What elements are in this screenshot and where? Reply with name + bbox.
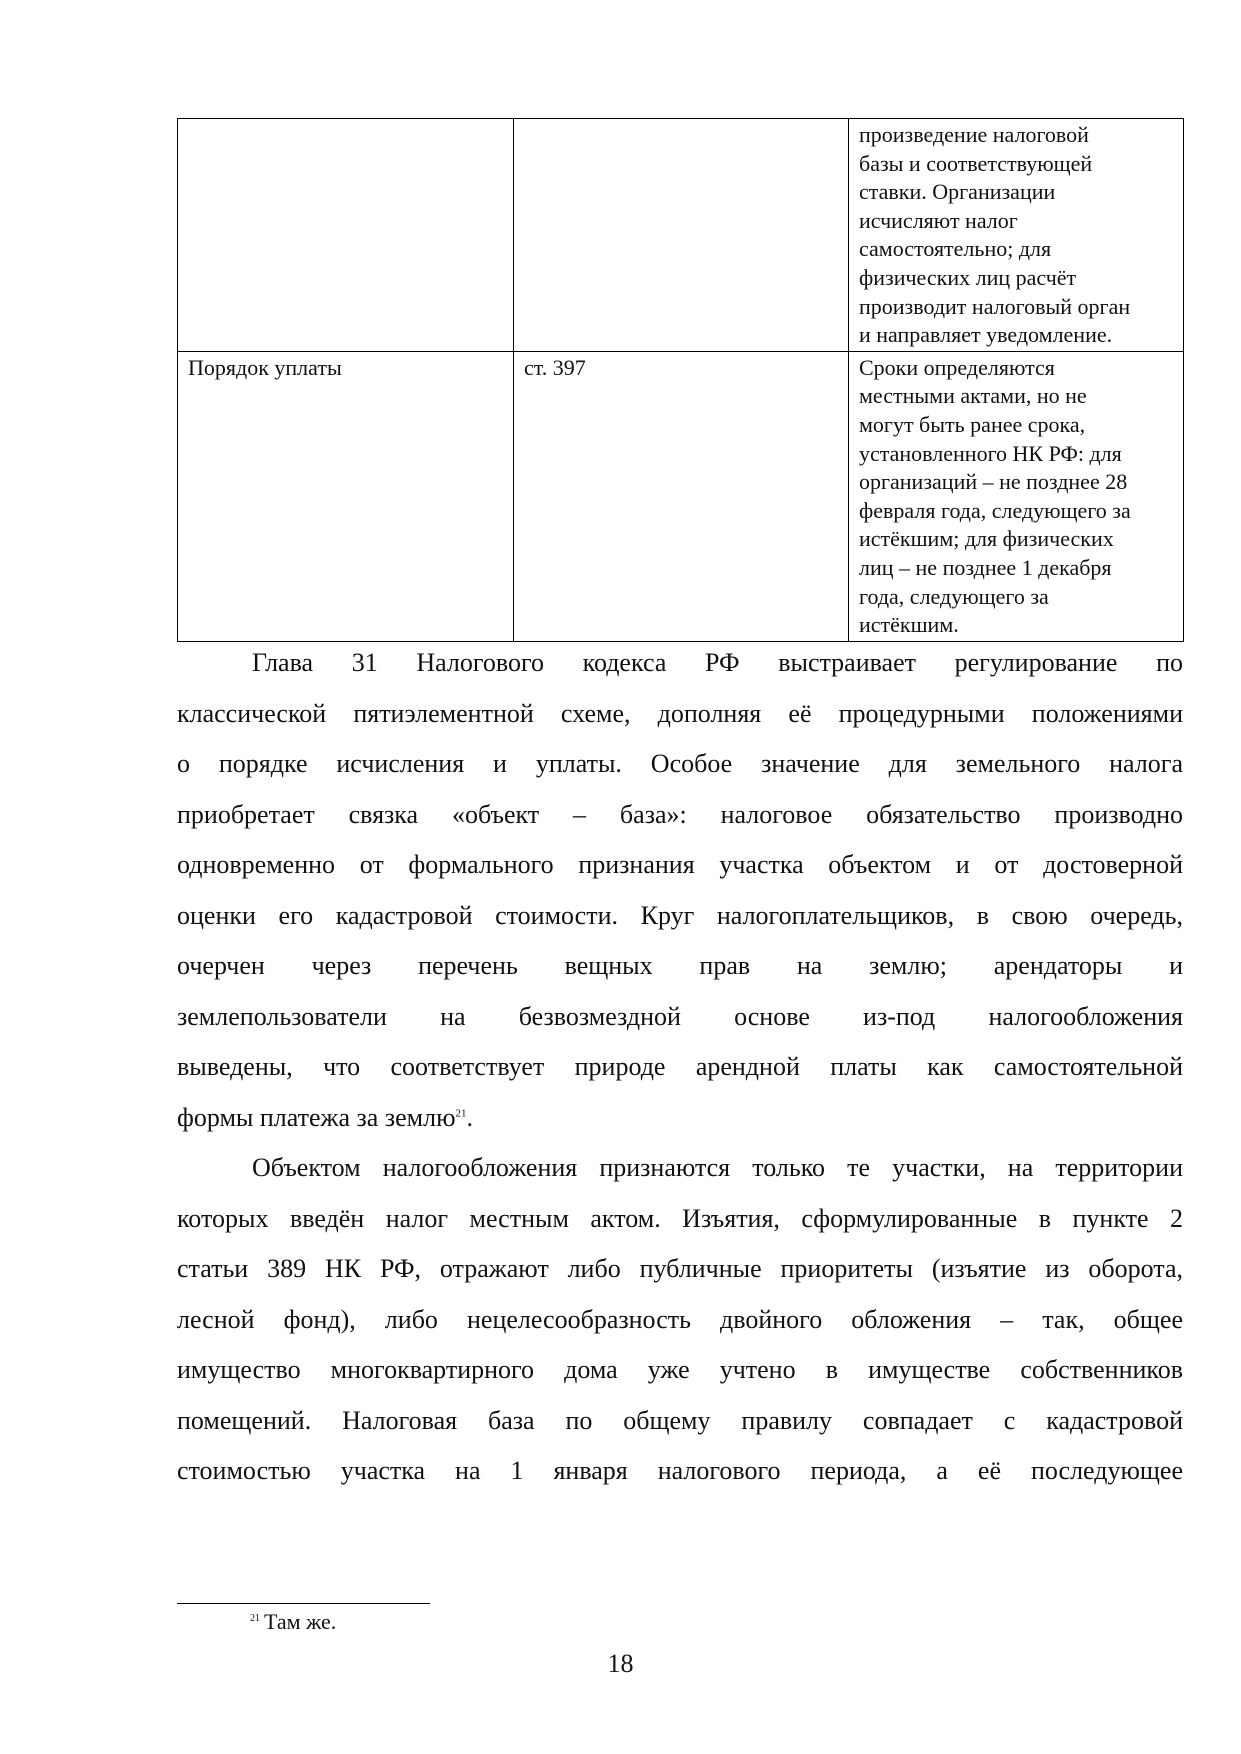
text-fragment: формы платежа за землю — [177, 1102, 456, 1132]
text-line: о порядке исчисления и уплаты. Особое значение для земельного налога — [177, 749, 1183, 778]
tax-elements-table — [177, 118, 1184, 642]
footnote — [250, 1608, 336, 1636]
text-line — [177, 1093, 1183, 1144]
text-line: Объектом налогообложения признаются только те участки, на территории — [252, 1153, 1183, 1182]
body-text — [177, 638, 1183, 1497]
table-cell-line: самостоятельно; для — [859, 236, 1052, 262]
table-cell-line: ставки. Организации — [859, 179, 1056, 205]
text-line: землепользователи на безвозмездной основе из-под налогообложения — [177, 1001, 1183, 1031]
table-cell-line: и направляет уведомление. — [859, 322, 1113, 348]
text-line: статьи 389 НК РФ, отражают либо публичные приоритеты (изъятие из оборота, — [177, 1254, 1183, 1283]
footnote-text: Там же. — [264, 1609, 337, 1634]
footnote-reference[interactable]: 21 — [455, 1106, 467, 1119]
footnote-number: 21 — [250, 1612, 260, 1624]
text-line: имущество многоквартирного дома уже учтено в имуществе собственников — [177, 1355, 1183, 1384]
table-cell-line: истёкшим. — [859, 612, 959, 638]
table-cell-line: лиц – не позднее 1 декабря — [859, 554, 1112, 580]
table-cell-line: произведение налоговой — [859, 122, 1089, 147]
text-line: стоимостью участка на 1 января налогового периода, а её последующее — [177, 1456, 1183, 1485]
table-cell-line: года, следующего за — [859, 583, 1049, 609]
text-line: одновременно от формального признания участка объектом и от достоверной — [177, 850, 1183, 879]
table-cell-line: базы и соответствующей — [859, 150, 1093, 176]
text-line: Глава 31 Налогового кодекса РФ выстраивает регулирование по — [252, 648, 1183, 677]
paragraph — [177, 638, 1183, 1143]
table-cell-line: физических лиц расчёт — [859, 264, 1077, 290]
footnote-separator — [177, 1603, 430, 1604]
table-cell-line: могут быть ранее срока, — [859, 411, 1086, 437]
text-line: оценки его кадастровой стоимости. Круг налогоплательщиков, в свою очередь, — [177, 900, 1183, 930]
table-cell-line: производит налоговый орган — [859, 293, 1131, 319]
paragraph — [177, 1143, 1183, 1497]
text-line: помещений. Налоговая база по общему правилу совпадает с кадастровой — [177, 1405, 1183, 1435]
table-cell-article — [514, 119, 849, 352]
table-row — [178, 119, 1184, 352]
table-cell-element: Порядок уплаты — [178, 351, 514, 641]
table-cell-line: исчисляют налог — [859, 207, 1018, 233]
text-line: выведены, что соответствует природе арендной платы как самостоятельной — [177, 1052, 1183, 1081]
table-cell-article: ст. 397 — [514, 351, 849, 641]
table-cell-line: местными актами, но не — [859, 383, 1087, 409]
text-line: которых введён налог местным актом. Изъятия, сформулированные в пункте 2 — [177, 1203, 1183, 1233]
text-line: очерчен через перечень вещных прав на землю; арендаторы и — [177, 951, 1183, 980]
table-row — [178, 351, 1184, 641]
text-line: классической пятиэлементной схеме, дополняя её процедурными положениями — [177, 698, 1183, 728]
text-line: приобретает связка «объект – база»: налоговое обязательство производно — [177, 799, 1183, 829]
table-cell-line: установленного НК РФ: для — [859, 440, 1122, 466]
text-fragment: . — [466, 1102, 474, 1132]
table-cell-line: истёкшим; для физических — [859, 526, 1114, 552]
page-number: 18 — [607, 1649, 634, 1678]
table-cell-description — [849, 119, 1184, 352]
table-cell-description — [849, 351, 1184, 641]
text-line: лесной фонд), либо нецелесообразность двойного обложения – так, общее — [177, 1304, 1183, 1334]
table-cell-line: организаций – не позднее 28 — [859, 469, 1128, 495]
table-cell-line: февраля года, следующего за — [859, 497, 1131, 523]
table-cell-line: Сроки определяются — [859, 354, 1055, 380]
table-cell-element — [178, 119, 514, 352]
